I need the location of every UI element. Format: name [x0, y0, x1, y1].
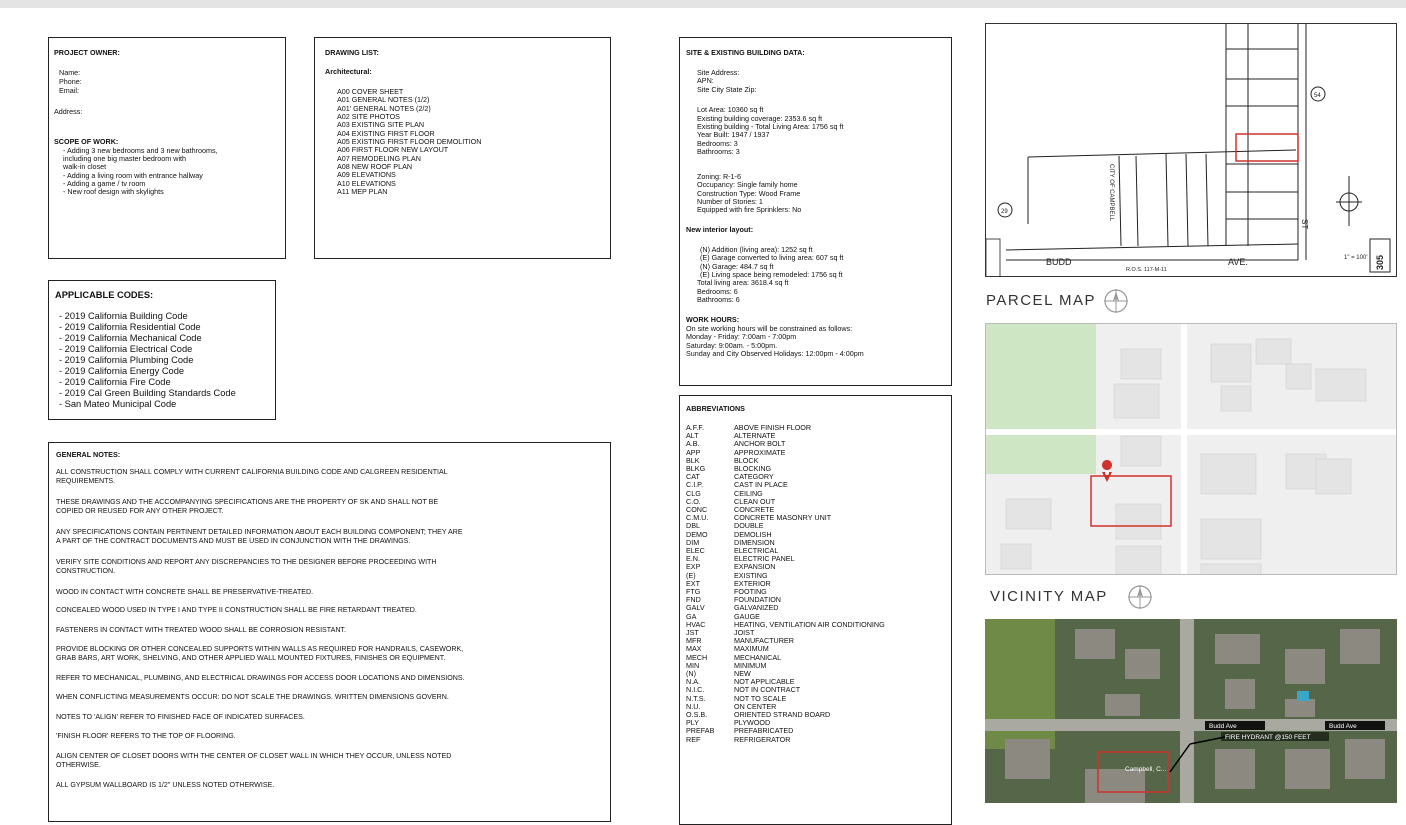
drawing-list-subtitle: Architectural: — [325, 67, 372, 76]
note-line: WOOD IN CONTACT WITH CONCRETE SHALL BE PRESERVATIVE-TREATED. — [56, 588, 314, 596]
drawing-item: A09 ELEVATIONS — [337, 170, 396, 179]
site-line: Site City State Zip: — [697, 85, 757, 94]
abbreviation-code: PLY — [686, 718, 700, 728]
ros-label: R.O.S. 117-M-11 — [1126, 267, 1167, 273]
drawing-item: A01 GENERAL NOTES (1/2) — [337, 95, 430, 104]
parcel-map-svg — [986, 24, 1397, 277]
site-line: Existing building coverage: 2353.6 sq ft — [697, 114, 823, 123]
abbreviation-code: C.O. — [686, 496, 701, 506]
abbreviation-row — [686, 481, 946, 489]
abbreviation-code: DEMO — [686, 529, 708, 539]
abbreviation-row — [686, 588, 946, 596]
circle-54-label: 54 — [1314, 93, 1321, 99]
abbreviation-row — [686, 654, 946, 662]
abbreviation-row — [686, 432, 946, 440]
site-line: Occupancy: Single family home — [697, 180, 798, 189]
abbreviation-code: MECH — [686, 652, 708, 662]
abbreviation-row — [686, 621, 946, 629]
subject-parcel-highlight — [1236, 134, 1298, 161]
abbreviation-row — [686, 727, 946, 735]
abbreviation-meaning: EXPANSION — [734, 562, 776, 572]
abbreviation-row — [686, 596, 946, 604]
abbreviation-meaning: MINIMUM — [734, 660, 767, 670]
owner-address-label: Address: — [54, 107, 83, 116]
abbreviation-code: CONC — [686, 505, 708, 514]
street-map — [985, 323, 1397, 575]
abbreviation-code: (N) — [686, 669, 696, 678]
abbreviation-row — [686, 563, 946, 571]
abbreviation-code: PREFAB — [686, 726, 715, 736]
abbreviation-meaning: CEILING — [734, 488, 763, 498]
abbreviation-row — [686, 449, 946, 457]
abbreviation-code: C.I.P. — [686, 480, 704, 490]
abbreviation-row — [686, 514, 946, 522]
scope-line: - Adding a living room with entrance hallway — [63, 171, 203, 180]
abbreviation-code: REF — [686, 734, 701, 744]
drawing-item: A08 NEW ROOF PLAN — [337, 162, 413, 171]
code-item: - 2019 California Electrical Code — [59, 344, 193, 354]
abbreviation-row — [686, 522, 946, 530]
abbreviation-code: BLKG — [686, 464, 706, 473]
abbreviation-meaning: CAST IN PLACE — [734, 480, 788, 490]
owner-phone-label: Phone: — [59, 77, 82, 86]
abbreviation-row — [686, 457, 946, 465]
abbreviation-row — [686, 440, 946, 448]
abbreviation-meaning: FOOTING — [734, 587, 767, 596]
abbreviation-code: GALV — [686, 603, 705, 613]
abbreviation-meaning: REFRIGERATOR — [734, 734, 791, 744]
code-item: - San Mateo Municipal Code — [59, 399, 177, 409]
abbreviation-meaning: NEW — [734, 669, 751, 678]
drawing-item: A00 COVER SHEET — [337, 87, 404, 96]
abbreviation-meaning: HEATING, VENTILATION AIR CONDITIONING — [734, 619, 885, 629]
abbreviation-code: N.T.S. — [686, 693, 706, 703]
site-line: APN: — [697, 76, 714, 85]
note-line: THESE DRAWINGS AND THE ACCOMPANYING SPECIFICATIONS ARE THE PROPERTY OF SK AND SHALL NOT BE — [56, 498, 439, 506]
site-data-panel — [679, 37, 952, 386]
note-line: FASTENERS IN CONTACT WITH TREATED WOOD SHALL BE CORROSION RESISTANT. — [56, 626, 346, 634]
abbreviation-code: HVAC — [686, 619, 706, 629]
note-line: REFER TO MECHANICAL, PLUMBING, AND ELECTRICAL DRAWINGS FOR ACCESS DOOR LOCATIONS AND DIMENSIONS. — [56, 674, 465, 682]
note-line: VERIFY SITE CONDITIONS AND REPORT ANY DISCREPANCIES TO THE DESIGNER BEFORE PROCEEDING WITH — [56, 558, 437, 566]
abbreviation-meaning: DOUBLE — [734, 521, 764, 531]
code-item: - 2019 California Plumbing Code — [59, 355, 194, 365]
abbreviation-meaning: JOIST — [734, 628, 755, 637]
abbreviation-row — [686, 490, 946, 498]
abbreviation-row — [686, 719, 946, 727]
abbreviation-row — [686, 604, 946, 612]
abbreviation-row — [686, 580, 946, 588]
site-line: Bedrooms: 3 — [697, 139, 738, 148]
aerial-map-svg — [985, 619, 1397, 803]
abbreviation-code: GA — [686, 611, 697, 621]
abbreviation-meaning: ORIENTED STRAND BOARD — [734, 710, 831, 719]
scope-line: - Adding 3 new bedrooms and 3 new bathrooms, — [63, 146, 218, 155]
abbreviation-row — [686, 736, 946, 744]
vicinity-map-label: VICINITY MAP — [990, 588, 1108, 605]
note-line: CONSTRUCTION. — [56, 567, 116, 575]
scale-label: 1" = 100' — [1344, 255, 1368, 261]
drawing-item: A02 SITE PHOTOS — [337, 112, 400, 121]
layout-line: Bedrooms: 6 — [697, 287, 738, 296]
abbreviation-code: ELEC — [686, 546, 705, 555]
abbreviation-code: JST — [686, 628, 699, 637]
road-label-budd-2: Budd Ave — [1329, 723, 1357, 730]
abbreviation-code: O.S.B. — [686, 710, 708, 719]
project-owner-title: PROJECT OWNER: — [54, 48, 120, 57]
drawing-item: A04 EXISTING FIRST FLOOR — [337, 129, 435, 138]
parcel-map-drawing — [985, 23, 1397, 277]
abbreviation-meaning: DIMENSION — [734, 537, 775, 547]
street-map-svg — [986, 324, 1397, 575]
street-budd-label: BUDD — [1046, 257, 1072, 267]
scope-line: walk-in closet — [63, 162, 107, 171]
note-line: CONCEALED WOOD USED IN TYPE I AND TYPE II CONSTRUCTION SHALL BE FIRE RETARDANT TREATED. — [56, 606, 417, 614]
viewer-top-bar — [0, 0, 1406, 8]
scope-line: including one big master bedroom with — [63, 154, 187, 163]
note-line: NOTES TO 'ALIGN' REFER TO FINISHED FACE OF INDICATED SURFACES. — [56, 713, 305, 721]
abbreviation-row — [686, 645, 946, 653]
abbreviation-meaning: MAXIMUM — [734, 644, 769, 654]
abbreviation-meaning: FOUNDATION — [734, 595, 781, 605]
abbreviation-code: C.M.U. — [686, 513, 709, 523]
note-line: ALIGN CENTER OF CLOSET DOORS WITH THE CENTER OF CLOSET WALL IN WHICH THEY OCCUR, UNLESS NOTED — [56, 752, 452, 760]
new-layout-title: New interior layout: — [686, 225, 754, 234]
abbreviation-code: MAX — [686, 644, 702, 654]
abbreviation-meaning: EXISTING — [734, 570, 768, 580]
abbreviation-code: N.I.C. — [686, 685, 705, 695]
abbreviation-code: FTG — [686, 587, 701, 596]
abbreviation-row — [686, 424, 946, 432]
project-owner-panel — [48, 37, 286, 259]
abbreviation-row — [686, 629, 946, 637]
layout-line: (E) Garage converted to living area: 607 sq ft — [700, 253, 844, 262]
parcel-map-title — [986, 292, 1096, 309]
abbreviation-row — [686, 695, 946, 703]
abbreviations-list — [686, 424, 946, 814]
abbreviation-code: CLG — [686, 488, 701, 498]
note-line: REQUIREMENTS. — [56, 477, 116, 485]
layout-line: (E) Living space being remodeled: 1756 sq ft — [700, 270, 843, 279]
layout-line: Total living area: 3618.4 sq ft — [697, 278, 789, 287]
applicable-codes-panel — [48, 280, 276, 420]
site-line: Lot Area: 10360 sq ft — [697, 105, 764, 114]
site-line: Existing building - Total Living Area: 1756 sq ft — [697, 122, 844, 131]
abbreviation-code: APP — [686, 447, 701, 457]
abbreviation-row — [686, 572, 946, 580]
book-number: 305 — [1375, 254, 1385, 270]
abbreviation-row — [686, 555, 946, 563]
abbreviation-meaning: BLOCKING — [734, 464, 772, 473]
layout-line: (N) Addition (living area): 1252 sq ft — [700, 245, 813, 254]
site-line: Zoning: R-1-6 — [697, 172, 741, 181]
abbreviation-meaning: GALVANIZED — [734, 603, 779, 613]
site-line: Construction Type: Wood Frame — [697, 189, 801, 198]
abbreviation-code: FND — [686, 595, 701, 605]
applicable-codes-title: APPLICABLE CODES: — [55, 290, 154, 300]
abbreviation-meaning: ABOVE FINISH FLOOR — [734, 423, 812, 432]
abbreviation-code: EXT — [686, 578, 700, 588]
drawing-item: A10 ELEVATIONS — [337, 179, 396, 188]
abbreviation-meaning: APPROXIMATE — [734, 447, 786, 457]
note-line: ALL GYPSUM WALLBOARD IS 1/2" UNLESS NOTED OTHERWISE. — [56, 781, 275, 789]
abbreviation-meaning: NOT APPLICABLE — [734, 677, 795, 687]
note-line: GRAB BARS, ART WORK, SHELVING, AND OTHER APPLIED WALL MOUNTED FIXTURES, FINISHES OR EQUIPMENT. — [56, 654, 446, 662]
drawing-item: A11 MEP PLAN — [337, 187, 388, 196]
abbreviation-code: MIN — [686, 660, 700, 670]
site-line: Bathrooms: 3 — [697, 147, 740, 156]
abbreviation-meaning: ELECTRIC PANEL — [734, 554, 795, 564]
general-notes-title: GENERAL NOTES: — [56, 450, 121, 459]
parcel-map-label: PARCEL MAP — [986, 292, 1097, 309]
abbreviation-meaning: ANCHOR BOLT — [734, 439, 786, 449]
abbreviation-row — [686, 498, 946, 506]
abbreviation-code: MFR — [686, 636, 702, 646]
code-item: - 2019 California Building Code — [59, 311, 188, 321]
drawing-item: A01' GENERAL NOTES (2/2) — [337, 104, 431, 113]
work-hours-line: Sunday and City Observed Holidays: 12:00pm - 4:00pm — [686, 349, 864, 358]
hydrant-label: FIRE HYDRANT @150 FEET — [1225, 734, 1311, 741]
abbreviation-meaning: CLEAN OUT — [734, 496, 776, 506]
abbreviation-code: DBL — [686, 521, 700, 531]
abbreviation-code: BLK — [686, 455, 700, 465]
drawing-item: A07 REMODELING PLAN — [337, 154, 421, 163]
abbreviation-meaning: ON CENTER — [734, 701, 777, 711]
abbreviation-meaning: ALTERNATE — [734, 431, 776, 441]
street-ave-label: AVE. — [1228, 257, 1248, 267]
code-item: - 2019 California Fire Code — [59, 377, 171, 387]
drawing-item: A06 FIRST FLOOR NEW LAYOUT — [337, 145, 449, 154]
abbreviation-meaning: NOT IN CONTRACT — [734, 685, 801, 695]
abbreviation-code: A.F.F. — [686, 423, 704, 432]
owner-email-label: Email: — [59, 86, 79, 95]
code-item: - 2019 California Mechanical Code — [59, 333, 202, 343]
abbreviations-panel — [679, 395, 952, 825]
owner-name-label: Name: — [59, 68, 81, 77]
abbreviation-code: A.B. — [686, 439, 700, 449]
site-line: Site Address: — [697, 68, 740, 77]
site-line: Equipped with fire Sprinklers: No — [697, 205, 802, 214]
abbreviation-row — [686, 465, 946, 473]
road-label-budd: Budd Ave — [1209, 723, 1237, 730]
abbreviation-code: E.N. — [686, 554, 700, 564]
abbreviation-meaning: GAUGE — [734, 611, 760, 621]
abbreviation-row — [686, 473, 946, 481]
scope-of-work-title: SCOPE OF WORK: — [54, 137, 119, 146]
abbreviation-row — [686, 547, 946, 555]
circle-29-label: 29 — [1001, 209, 1008, 215]
layout-line: (N) Garage: 484.7 sq ft — [700, 262, 774, 271]
general-notes-panel — [48, 442, 611, 822]
note-line: ALL CONSTRUCTION SHALL COMPLY WITH CURRENT CALIFORNIA BUILDING CODE AND CALGREEN RESIDENTIAL — [56, 468, 448, 476]
abbreviation-meaning: CONCRETE — [734, 505, 775, 514]
city-label: CITY OF CAMPBELL — [1108, 164, 1114, 222]
note-line: WHEN CONFLICTING MEASUREMENTS OCCUR: DO NOT SCALE THE DRAWINGS. WRITTEN DIMENSIONS GOVERN. — [56, 693, 449, 701]
abbreviation-row — [686, 678, 946, 686]
abbreviation-row — [686, 539, 946, 547]
abbreviation-meaning: CONCRETE MASONRY UNIT — [734, 513, 832, 523]
abbreviation-row — [686, 662, 946, 670]
abbreviation-code: ALT — [686, 431, 699, 441]
abbreviation-code: (E) — [686, 570, 696, 580]
abbreviations-title: ABBREVIATIONS — [686, 404, 745, 413]
street-st-label: ST — [1300, 219, 1309, 230]
code-item: - 2019 California Residential Code — [59, 322, 201, 332]
note-line: OTHERWISE. — [56, 761, 101, 769]
work-hours-line: Saturday: 9:00am. - 5:00pm. — [686, 341, 778, 350]
note-line: PROVIDE BLOCKING OR OTHER CONCEALED SUPPORTS WITHIN WALLS AS REQUIRED FOR HANDRAILS, CASEWORK, — [56, 645, 464, 653]
site-data-title: SITE & EXISTING BUILDING DATA: — [686, 48, 805, 57]
abbreviation-code: CAT — [686, 472, 700, 482]
abbreviation-meaning: NOT TO SCALE — [734, 693, 787, 703]
note-line: A PART OF THE CONTRACT DOCUMENTS AND MUST BE USED IN CONJUNCTION WITH THE DRAWINGS. — [56, 537, 411, 545]
north-arrow-icon — [1102, 287, 1130, 315]
drawing-list-panel — [314, 37, 611, 259]
note-line: ANY SPECIFICATIONS CONTAIN PERTINENT DETAILED INFORMATION ABOUT EACH BUILDING COMPONENT; THEY ARE — [56, 528, 463, 536]
aerial-map — [985, 619, 1397, 803]
abbreviation-code: EXP — [686, 562, 701, 572]
drawing-list-title: DRAWING LIST: — [325, 48, 379, 57]
abbreviation-code: N.A. — [686, 677, 700, 687]
layout-line: Bathrooms: 6 — [697, 295, 740, 304]
north-arrow-icon — [1126, 583, 1154, 611]
abbreviation-meaning: BLOCK — [734, 455, 759, 465]
abbreviation-meaning: MANUFACTURER — [734, 636, 794, 646]
abbreviation-row — [686, 686, 946, 694]
abbreviation-meaning: CATEGORY — [734, 472, 774, 482]
vicinity-map-title — [990, 588, 1108, 605]
code-item: - 2019 California Energy Code — [59, 366, 185, 376]
work-hours-title: WORK HOURS: — [686, 315, 740, 324]
abbreviation-meaning: EXTERIOR — [734, 578, 771, 588]
abbreviation-row — [686, 531, 946, 539]
site-label: Campbell, C... — [1125, 766, 1167, 773]
site-line: Number of Stories: 1 — [697, 197, 763, 206]
scope-line: - New roof design with skylights — [63, 187, 164, 196]
abbreviation-meaning: ELECTRICAL — [734, 546, 779, 555]
note-line: 'FINISH FLOOR' REFERS TO THE TOP OF FLOORING. — [56, 732, 236, 740]
abbreviation-row — [686, 711, 946, 719]
scope-line: - Adding a game / tv room — [63, 179, 146, 188]
work-hours-line: Monday - Friday: 7:00am - 7:00pm — [686, 332, 797, 341]
drawing-item: A03 EXISTING SITE PLAN — [337, 120, 425, 129]
code-item: - 2019 Cal Green Building Standards Code — [59, 388, 236, 398]
site-line: Year Built: 1947 / 1937 — [697, 130, 770, 139]
abbreviation-meaning: PLYWOOD — [734, 718, 771, 728]
abbreviation-row — [686, 670, 946, 678]
note-line: COPIED OR REUSED FOR ANY OTHER PROJECT. — [56, 507, 224, 515]
abbreviation-code: DIM — [686, 537, 700, 547]
abbreviation-meaning: PREFABRICATED — [734, 726, 794, 736]
abbreviation-meaning: DEMOLISH — [734, 529, 772, 539]
abbreviation-code: N.U. — [686, 701, 701, 711]
work-hours-line: On site working hours will be constrained as follows: — [686, 324, 853, 333]
drawing-item: A05 EXISTING FIRST FLOOR DEMOLITION — [337, 137, 482, 146]
abbreviation-row — [686, 637, 946, 645]
abbreviation-meaning: MECHANICAL — [734, 652, 782, 662]
